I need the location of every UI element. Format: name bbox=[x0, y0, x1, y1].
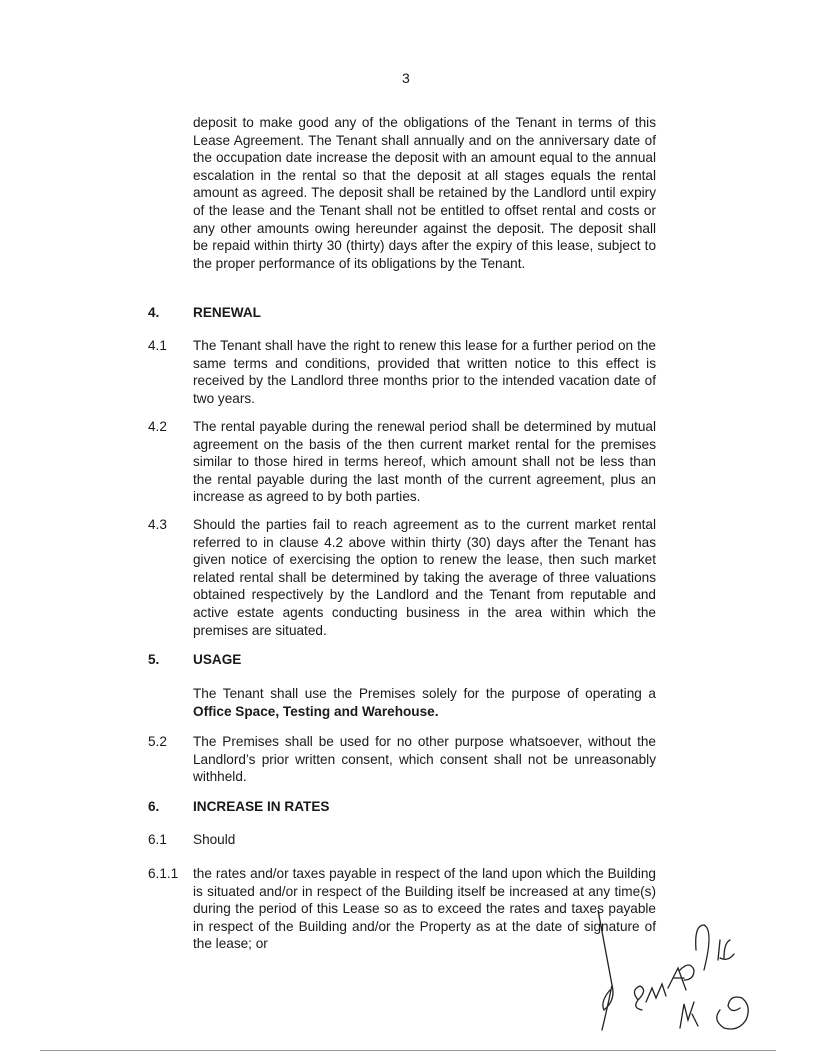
deposit-paragraph: deposit to make good any of the obligations of the Tenant in terms of this Lease Agreement. The Tenant shall annually and on the anniversary date of the occupation date increase the deposit with an amount equal to the annual escalation in the rental so that the deposit at all stages equals the rental amount as agreed. The deposit shall be retained by the Landlord until expiry of the lease and the Tenant shall not be entitled to offset rental and costs or any other amounts owing hereunder against the deposit. The deposit shall be repaid within thirty 30 (thirty) days after the expiry of this lease, subject to the proper performance of its obligations by the Tenant. bbox=[193, 115, 656, 271]
handwritten-initials bbox=[580, 910, 790, 1040]
clause-4-3: 4.3 Should the parties fail to reach agreement as to the current market rental referred to in clause 4.2 above within thirty (30) days after the Tenant has given notice of exercising the option to renew the lease, then such market related rental shall be determined by taking the average of three valuations obtained respectively by the Landlord and the Tenant from reputable and active estate agents conducting business in the area within which the premises are situated. bbox=[148, 517, 656, 638]
signature-stroke-2 bbox=[634, 984, 666, 1010]
signature-stroke-4 bbox=[718, 940, 734, 960]
signature-stroke-3 bbox=[668, 925, 709, 990]
usage-purpose: Office Space, Testing and Warehouse. bbox=[193, 703, 439, 719]
signature-stroke-5 bbox=[680, 1002, 698, 1028]
usage-text: The Tenant shall use the Premises solely for the purpose of operating a bbox=[193, 686, 656, 701]
clause-4-2: 4.2 The rental payable during the renewal period shall be determined by mutual agreement on the basis of the then current market rental for the premises similar to those hired in terms hereof, which amount shall not be less than the rental payable during the last month of the current agreement, plus an increase as agreed to by both parties. bbox=[148, 419, 656, 505]
signature-stroke-6 bbox=[717, 997, 748, 1029]
clause-4-1: 4.1 The Tenant shall have the right to renew this lease for a further period on the same terms and conditions, provided that written notice to this effect is received by the Landlord three months prior to the intended vacation date of two years. bbox=[148, 338, 656, 406]
clause-6-1-1: 6.1.1 the rates and/or taxes payable in respect of the land upon which the Building is situated and/or in respect of the Building itself be increased at any time(s) during the period of this Lease so as to exceed the rates and taxes payable in respect of the Building and/or the Property as at the date of signature of the lease; or bbox=[148, 866, 656, 952]
section-4-heading: 4. RENEWAL bbox=[148, 305, 261, 320]
clause-5-2: 5.2 The Premises shall be used for no other purpose whatsoever, without the Landlord’s prior written consent, which consent shall not be unreasonably withheld. bbox=[148, 734, 656, 785]
section-6-heading: 6. INCREASE IN RATES bbox=[148, 799, 330, 814]
section-5-heading: 5. USAGE bbox=[148, 652, 242, 667]
page-bottom-rule bbox=[40, 1050, 776, 1051]
page-number: 3 bbox=[402, 70, 410, 86]
clause-5-1 bbox=[148, 685, 656, 720]
clause-6-1: 6.1 Should bbox=[148, 832, 236, 847]
signature-stroke-1 bbox=[598, 910, 613, 1030]
